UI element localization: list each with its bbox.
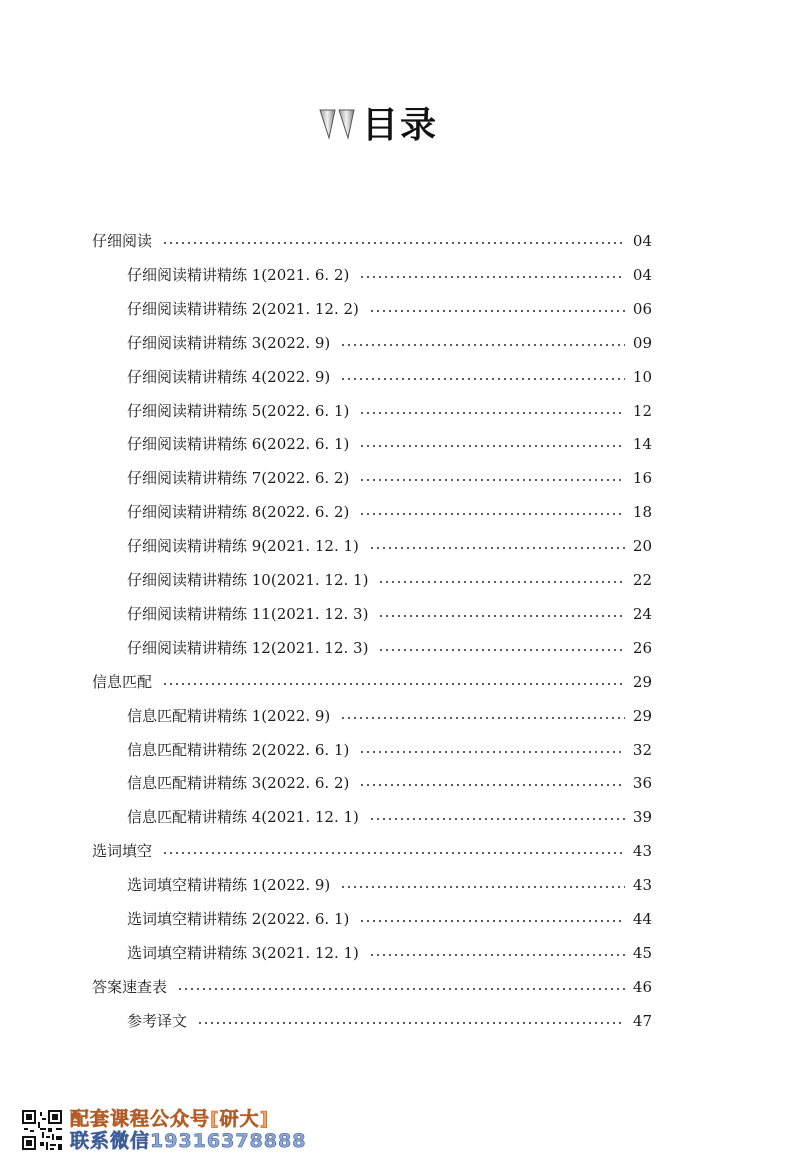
toc-entry-label: 信息匹配精讲精练 3(2022. 6. 2) <box>127 774 350 793</box>
dot-leader <box>369 818 625 820</box>
toc-entry-label: 参考译文 <box>127 1011 188 1030</box>
page-title: 目录 <box>362 105 439 146</box>
toc-subentry[interactable] <box>127 396 652 426</box>
toc-subentry[interactable] <box>127 1006 652 1036</box>
toc-subentry[interactable] <box>127 362 652 392</box>
toc-subentry[interactable] <box>127 294 652 324</box>
toc-section-entry[interactable] <box>92 836 652 866</box>
dot-leader <box>359 751 625 753</box>
dot-leader <box>340 344 625 346</box>
toc-subentry[interactable] <box>127 768 652 798</box>
toc-entry-label: 信息匹配精讲精练 1(2022. 9) <box>127 706 331 725</box>
toc-entry-label: 选词填空精讲精练 1(2022. 9) <box>127 876 331 895</box>
toc-entry-label: 仔细阅读精讲精练 1(2021. 6. 2) <box>127 265 350 284</box>
toc-subentry[interactable] <box>127 429 652 459</box>
toc-page-number: 36 <box>632 774 652 793</box>
toc-page-number: 22 <box>632 571 652 589</box>
toc-page-number: 29 <box>632 706 652 725</box>
toc-page-number: 47 <box>632 1011 652 1030</box>
toc-subentry[interactable] <box>127 599 652 629</box>
toc-entry-label: 选词填空精讲精练 3(2021. 12. 1) <box>127 943 359 962</box>
dot-leader <box>378 615 624 617</box>
dot-leader <box>359 513 625 515</box>
toc-entry-label: 信息匹配精讲精练 4(2021. 12. 1) <box>127 808 359 827</box>
toc-entry-label: 仔细阅读精讲精练 11(2021. 12. 3) <box>127 604 369 623</box>
toc-subentry[interactable] <box>127 904 652 934</box>
dot-leader <box>359 276 625 278</box>
toc-page-number: 24 <box>632 604 652 623</box>
toc-page-number: 20 <box>632 537 652 556</box>
toc-subentry[interactable] <box>127 938 652 968</box>
page-header <box>318 88 438 148</box>
toc-page-number: 04 <box>632 265 652 284</box>
toc-page-number: 32 <box>632 740 652 759</box>
dot-leader <box>359 445 625 447</box>
dot-leader <box>378 581 624 583</box>
footer-advertisement <box>20 1106 306 1154</box>
toc-entry-label: 仔细阅读精讲精练 7(2022. 6. 2) <box>127 469 350 488</box>
toc-section-entry[interactable] <box>92 226 652 256</box>
toc-section-entry[interactable] <box>92 972 652 1002</box>
toc-page-number: 39 <box>632 808 652 827</box>
toc-page-number: 10 <box>632 367 652 386</box>
dot-leader <box>340 717 625 719</box>
dot-leader <box>197 1022 625 1024</box>
toc-entry-label: 仔细阅读精讲精练 9(2021. 12. 1) <box>127 537 359 556</box>
toc-entry-label: 仔细阅读精讲精练 3(2022. 9) <box>127 333 331 352</box>
toc-subentry[interactable] <box>127 531 652 561</box>
ad-line-course: 配套课程公众号[研大] <box>70 1108 270 1130</box>
cone-pair-icon <box>318 104 358 148</box>
toc-page-number: 12 <box>632 401 652 420</box>
toc-page-number: 43 <box>632 876 652 895</box>
toc-subentry[interactable] <box>127 497 652 527</box>
toc-page-number: 44 <box>632 910 652 928</box>
dot-leader <box>162 683 625 685</box>
toc-subentry[interactable] <box>127 802 652 832</box>
toc-page-number: 09 <box>632 333 652 352</box>
toc-page-number: 29 <box>632 672 652 691</box>
toc-page-number: 26 <box>632 638 652 657</box>
toc-entry-label: 信息匹配 <box>92 672 153 691</box>
toc-page-number: 46 <box>632 977 652 996</box>
toc-entry-label: 选词填空精讲精练 2(2022. 6. 1) <box>127 910 350 928</box>
toc-page-number: 43 <box>632 842 652 861</box>
toc-entry-label: 仔细阅读 <box>92 232 153 250</box>
toc-page-number: 18 <box>632 503 652 522</box>
toc-subentry[interactable] <box>127 735 652 765</box>
toc-page-number: 06 <box>632 299 652 318</box>
toc-entry-label: 仔细阅读精讲精练 10(2021. 12. 1) <box>127 571 369 589</box>
dot-leader <box>369 954 625 956</box>
toc-entry-label: 答案速查表 <box>92 977 168 996</box>
toc-entry-label: 仔细阅读精讲精练 6(2022. 6. 1) <box>127 435 350 454</box>
dot-leader <box>340 378 625 380</box>
toc-entry-label: 仔细阅读精讲精练 4(2022. 9) <box>127 367 331 386</box>
toc-entry-label: 仔细阅读精讲精练 5(2022. 6. 1) <box>127 401 350 420</box>
toc-page-number: 16 <box>632 469 652 488</box>
toc-page-number: 45 <box>632 943 652 962</box>
toc-section-entry[interactable] <box>92 667 652 697</box>
toc-entry-label: 选词填空 <box>92 842 153 861</box>
dot-leader <box>369 547 625 549</box>
toc-entry-label: 信息匹配精讲精练 2(2022. 6. 1) <box>127 740 350 759</box>
toc-subentry[interactable] <box>127 260 652 290</box>
toc-subentry[interactable] <box>127 701 652 731</box>
toc-page-number: 14 <box>632 435 652 454</box>
qr-code-icon <box>20 1108 64 1152</box>
dot-leader <box>359 920 625 922</box>
dot-leader <box>162 242 625 244</box>
dot-leader <box>378 649 624 651</box>
toc-subentry[interactable] <box>127 870 652 900</box>
dot-leader <box>162 852 625 854</box>
dot-leader <box>359 784 625 786</box>
toc-entry-label: 仔细阅读精讲精练 12(2021. 12. 3) <box>127 638 369 657</box>
ad-line-contact: 联系微信19316378888 <box>70 1130 307 1152</box>
dot-leader <box>369 310 625 312</box>
toc-entry-label: 仔细阅读精讲精练 8(2022. 6. 2) <box>127 503 350 522</box>
dot-leader <box>340 886 625 888</box>
toc-subentry[interactable] <box>127 328 652 358</box>
toc-page-number: 04 <box>632 232 652 250</box>
dot-leader <box>359 479 625 481</box>
toc-subentry[interactable] <box>127 463 652 493</box>
dot-leader <box>359 412 625 414</box>
toc-subentry[interactable] <box>127 565 652 595</box>
dot-leader <box>177 988 625 990</box>
toc-entry-label: 仔细阅读精讲精练 2(2021. 12. 2) <box>127 299 359 318</box>
toc-subentry[interactable] <box>127 633 652 663</box>
